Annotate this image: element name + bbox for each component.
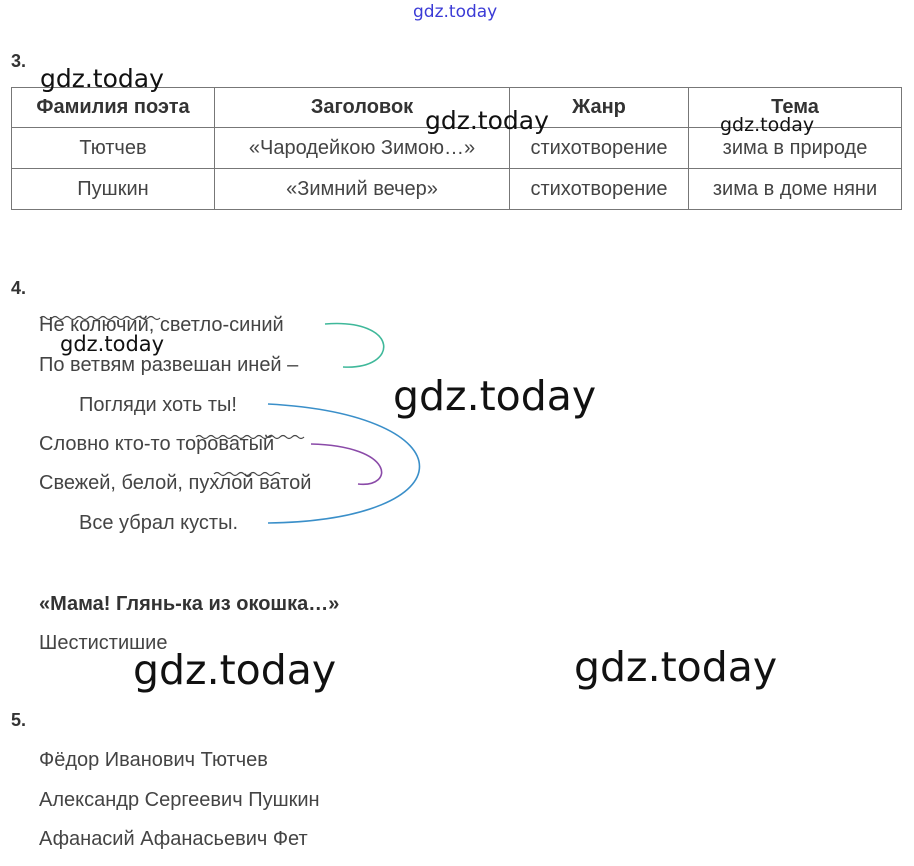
column-header: Заголовок	[215, 88, 510, 128]
poem-line: Словно кто-то тороватый	[39, 433, 275, 455]
task-number: 3.	[11, 51, 27, 71]
poem-title: «Мама! Глянь-ка из окошка…»	[39, 593, 340, 615]
table-cell: стихотворение	[510, 128, 689, 169]
table-cell: Пушкин	[12, 169, 215, 210]
table-cell: Тютчев	[12, 128, 215, 169]
watermark: gdz.today	[40, 64, 164, 93]
poet-name: Александр Сергеевич Пушкин	[39, 789, 320, 811]
rhyme-arc-purple	[311, 444, 382, 484]
column-header: Жанр	[510, 88, 689, 128]
table-cell: «Зимний вечер»	[215, 169, 510, 210]
watermark: gdz.today	[574, 643, 778, 691]
column-header: Фамилия поэта	[12, 88, 215, 128]
task-number: 5.	[11, 710, 27, 730]
watermark: gdz.today	[425, 106, 549, 135]
watermark: gdz.today	[133, 646, 337, 694]
rhyme-arc-blue	[268, 404, 420, 523]
table-cell: зима в доме няни	[689, 169, 902, 210]
poem-line: По ветвям развешан иней –	[39, 354, 299, 376]
poem-line: Погляди хоть ты!	[79, 394, 237, 416]
table-cell: стихотворение	[510, 169, 689, 210]
column-header: Тема	[689, 88, 902, 128]
poem-line: Свежей, белой, пухлой ватой	[39, 472, 312, 494]
watermark: gdz.today	[60, 332, 165, 356]
poet-name: Афанасий Афанасьевич Фет	[39, 828, 308, 850]
table-cell: зима в природе	[689, 128, 902, 169]
poem-line: Все убрал кусты.	[79, 512, 239, 534]
poet-name: Фёдор Иванович Тютчев	[39, 749, 268, 771]
poem-line: Не колючий, светло-синий	[39, 314, 284, 336]
watermark: gdz.today	[393, 372, 597, 420]
rhyme-arc-green	[325, 324, 384, 368]
watermark: gdz.today	[720, 114, 815, 136]
task-number: 4.	[11, 278, 27, 298]
table-cell: «Чародейкою Зимою…»	[215, 128, 510, 169]
watermark: gdz.today	[413, 2, 498, 22]
poem-form: Шестистишие	[39, 632, 168, 654]
